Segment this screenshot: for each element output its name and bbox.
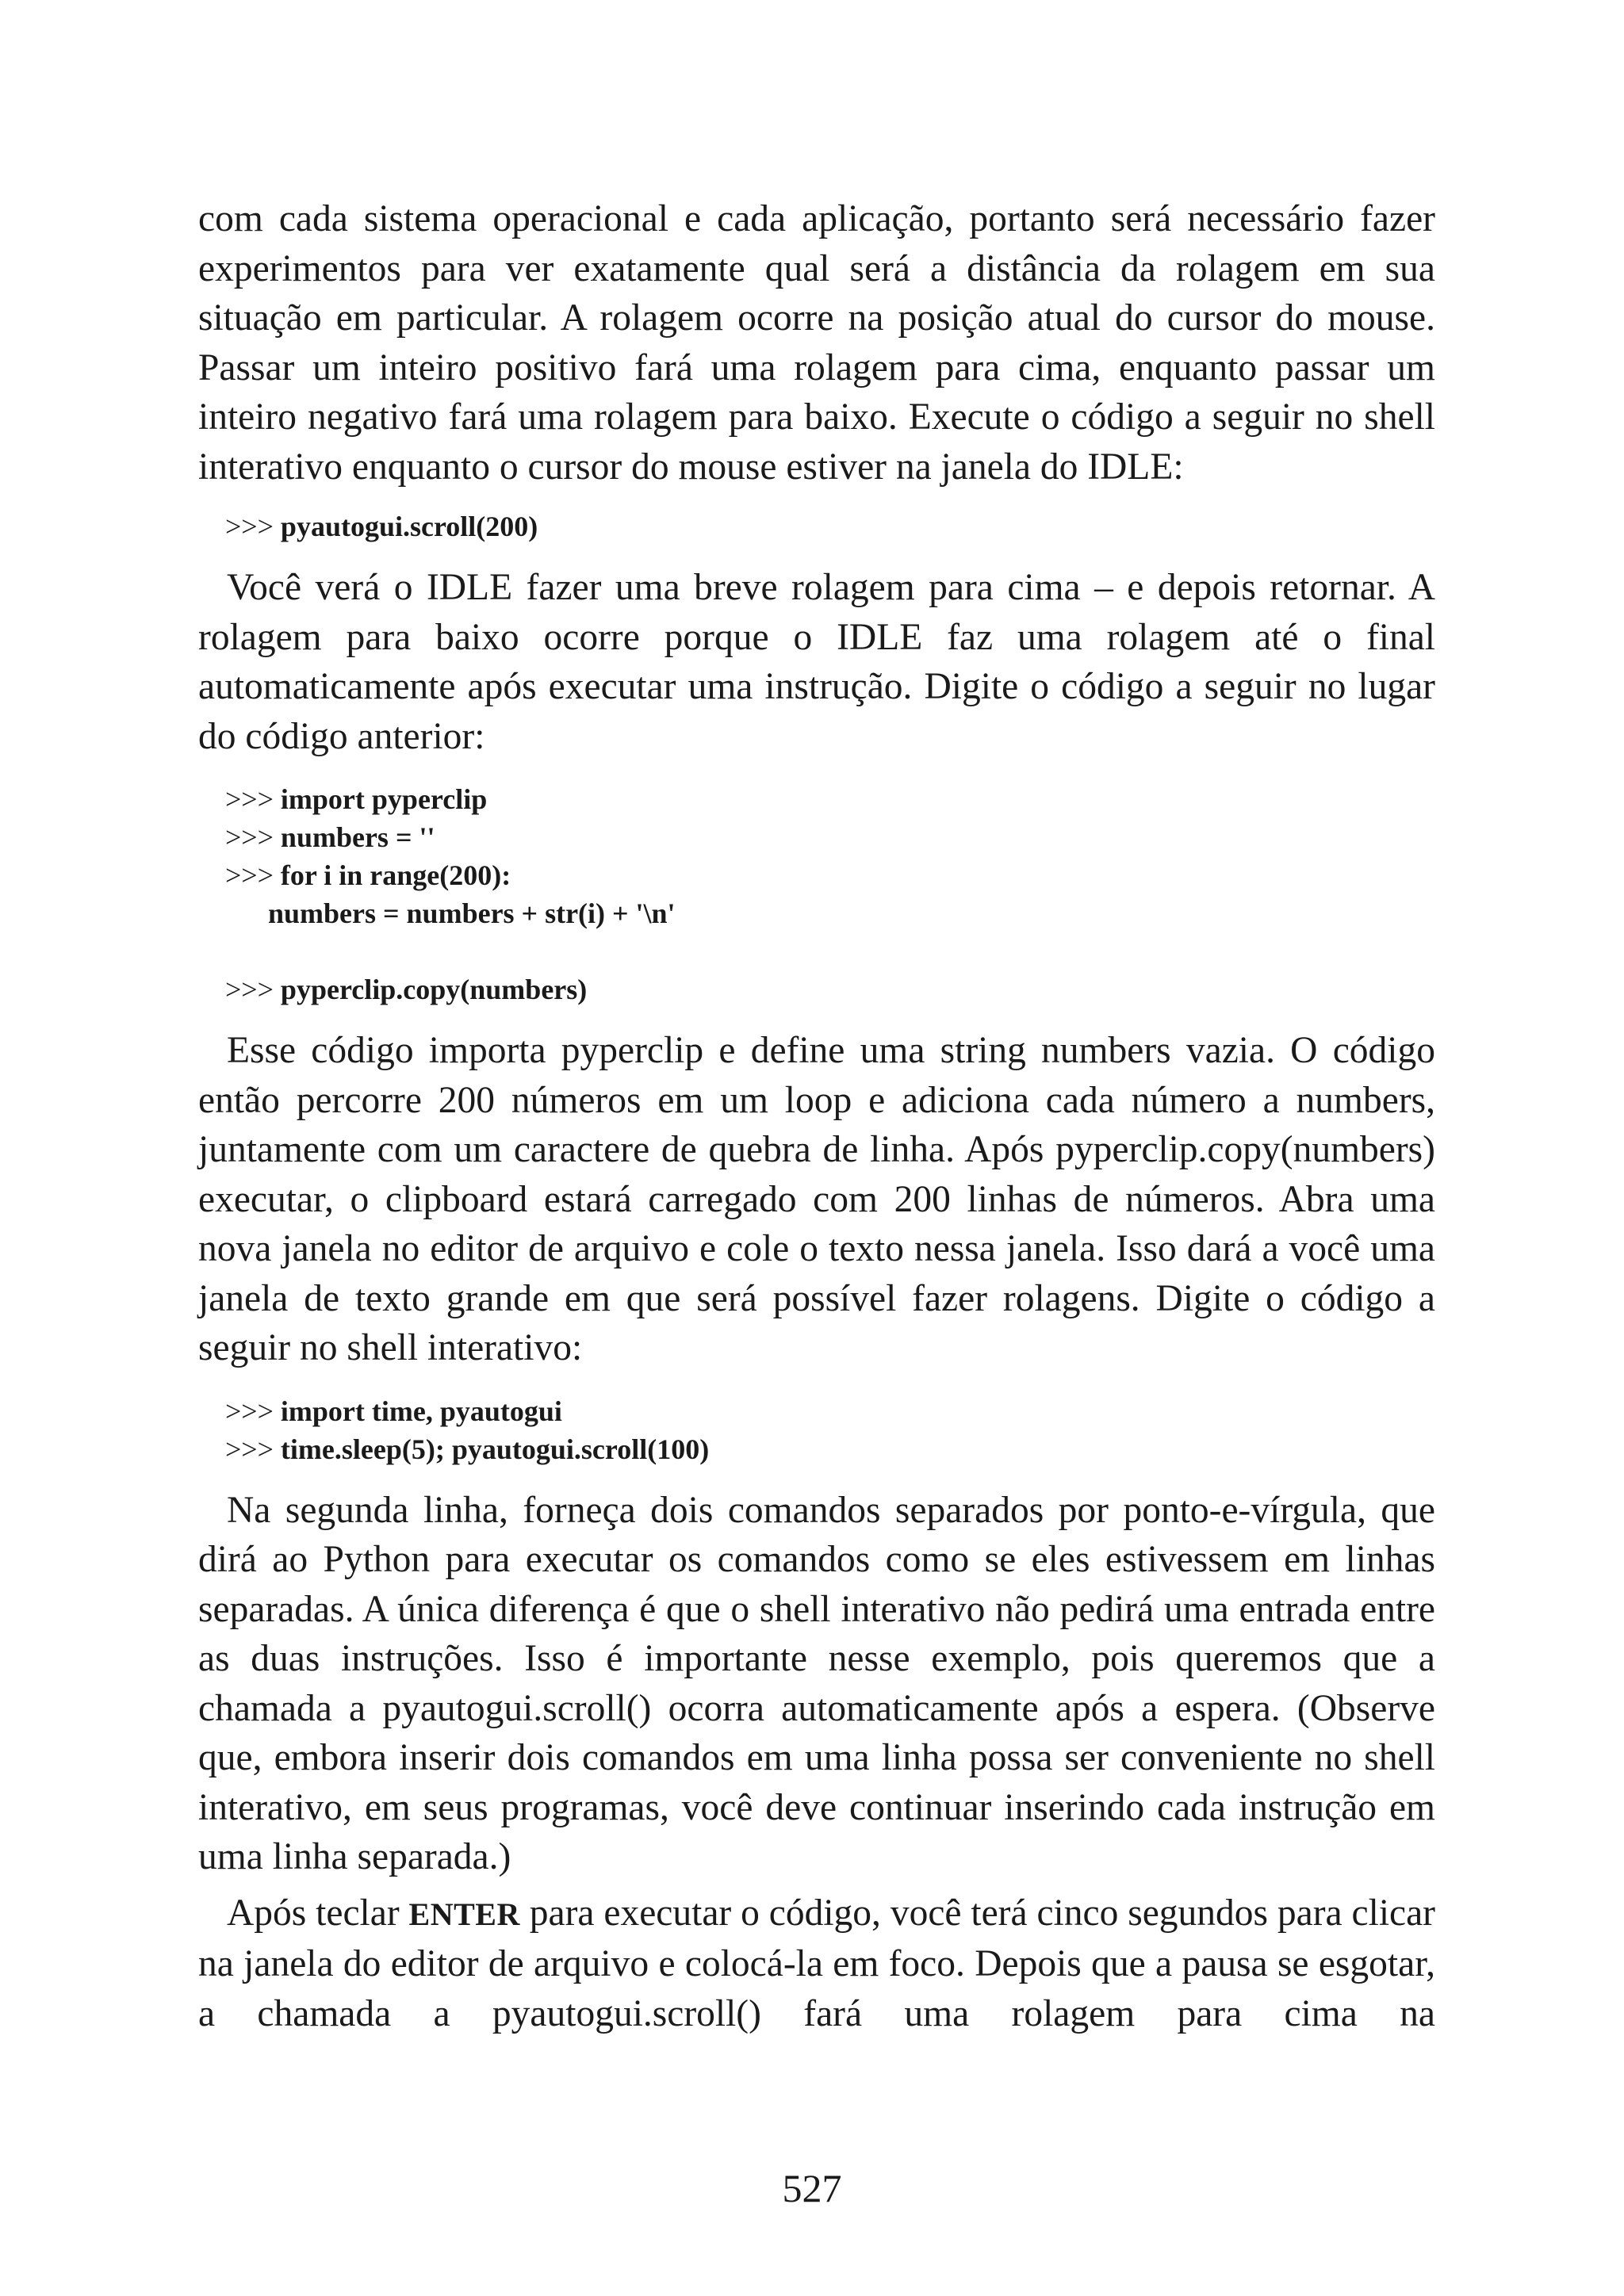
enter-key-label: ENTER	[408, 1896, 520, 1932]
code-line	[225, 507, 1435, 545]
code-line	[225, 970, 1435, 1008]
code-line	[225, 894, 1435, 932]
shell-prompt: >>>	[225, 1395, 281, 1427]
code-line	[225, 818, 1435, 856]
paragraph-5-end: para executar o código, você terá cinco segundos para clicar na janela do editor de arquivo e colocá-la em foco. Depois que a pausa se esgotar, a chamada a pyautogui.scroll() fará uma rolagem para cima na	[198, 1892, 1435, 2034]
shell-prompt: >>>	[225, 974, 281, 1005]
code-block-pyperclip	[198, 780, 1435, 1008]
code-block-scroll-100	[198, 1392, 1435, 1468]
paragraph-1: com cada sistema operacional e cada aplicação, portanto será necessário fazer experimentos para ver exatamente qual será a distância da rolagem em sua situação em particular. A rolagem ocorre na posição atual do cursor do mouse. Passar um inteiro positivo fará uma rolagem para cima, enquanto passar um inteiro negativo fará uma rolagem para baixo. Execute o código a seguir no shell interativo enquanto o cursor do mouse estiver na janela do IDLE:	[198, 198, 1435, 488]
code-command: time.sleep(5); pyautogui.scroll(100)	[280, 1433, 710, 1465]
code-command: import time, pyautogui	[280, 1395, 562, 1427]
code-command: numbers = numbers + str(i) + '\n'	[225, 897, 676, 929]
shell-prompt: >>>	[225, 783, 281, 815]
code-line	[225, 780, 1435, 818]
shell-prompt: >>>	[225, 511, 281, 542]
paragraph-5-start: Após teclar	[227, 1892, 409, 1934]
code-line	[225, 1392, 1435, 1430]
paragraph-3: Esse código importa pyperclip e define uma string numbers vazia. O código então percorre 200 números em um loop e adiciona cada número a numbers, juntamente com um caractere de quebra de linha. Após pyperclip.copy(numbers) executar, o clipboard estará carregado com 200 linhas de números. Abra uma nova janela no editor de arquivo e cole o texto nessa janela. Isso dará a você uma janela de texto grande em que será possível fazer rolagens. Digite o código a seguir no shell interativo:	[198, 1030, 1435, 1368]
code-command: numbers = ''	[280, 821, 435, 853]
paragraph-2: Você verá o IDLE fazer uma breve rolagem para cima – e depois retornar. A rolagem para baixo ocorre porque o IDLE faz uma rolagem até o final automaticamente após executar uma instrução. Digite o código a seguir no lugar do código anterior:	[198, 567, 1435, 757]
page-body	[198, 194, 1435, 2038]
shell-prompt: >>>	[225, 1433, 281, 1465]
page-number: 527	[782, 2166, 842, 2210]
code-line	[225, 856, 1435, 894]
paragraph-4: Na segunda linha, forneça dois comandos separados por ponto-e-vírgula, que dirá ao Python para executar os comandos como se eles estivessem em linhas separadas. A única diferença é que o shell interativo não pedirá uma entrada entre as duas instruções. Isso é importante nesse exemplo, pois queremos que a chamada a pyautogui.scroll() ocorra automaticamente após a espera. (Observe que, embora inserir dois comandos em uma linha possa ser conveniente no shell interativo, em seus programas, você deve continuar inserindo cada instrução em uma linha separada.)	[198, 1489, 1435, 1877]
code-command: pyautogui.scroll(200)	[280, 511, 538, 542]
code-blank-line	[225, 932, 1435, 970]
code-block-scroll-200	[198, 507, 1435, 545]
paragraph-5	[198, 1888, 1435, 2039]
shell-prompt: >>>	[225, 821, 281, 853]
code-command: import pyperclip	[280, 783, 488, 815]
code-command: for i in range(200):	[280, 859, 511, 891]
code-command: pyperclip.copy(numbers)	[280, 974, 588, 1005]
code-line	[225, 1430, 1435, 1468]
shell-prompt: >>>	[225, 859, 281, 891]
